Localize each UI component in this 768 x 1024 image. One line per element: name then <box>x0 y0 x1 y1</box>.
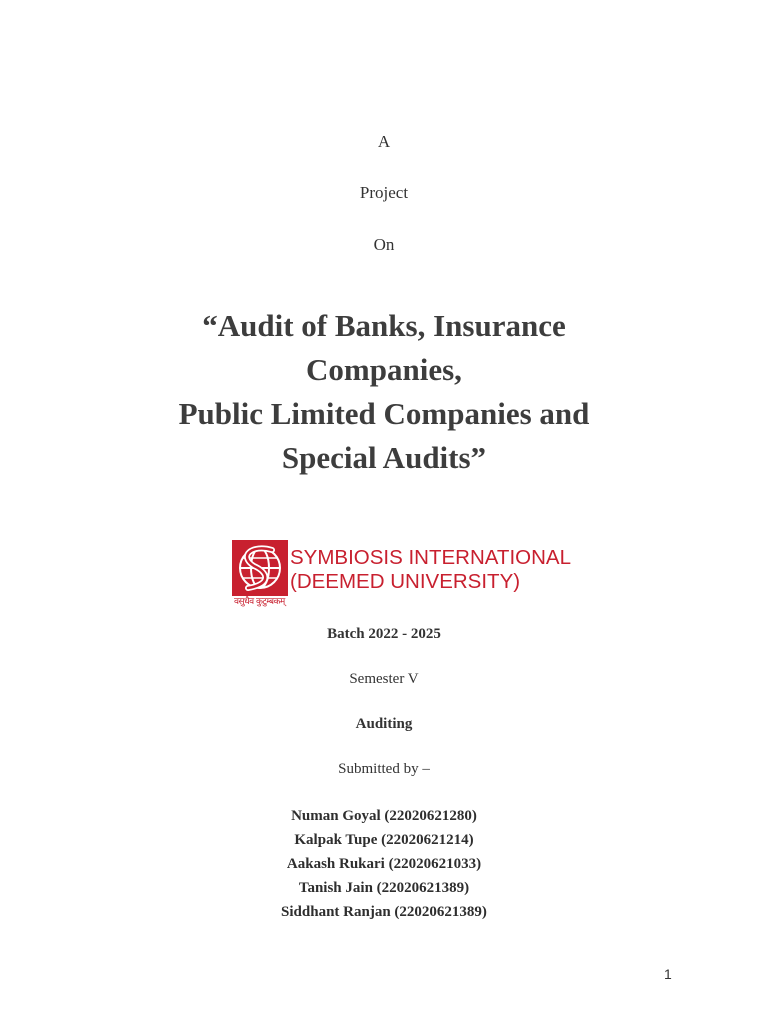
project-title <box>0 304 768 480</box>
university-tagline: वसुधैव कुटुम्बकम् <box>234 597 285 607</box>
title-line-3: Public Limited Companies and <box>178 396 590 431</box>
student-name: Numan Goyal (22020621280) <box>291 808 477 824</box>
submitted-by-label: Submitted by – <box>338 761 430 777</box>
intro-project: Project <box>359 183 409 202</box>
student-name: Kalpak Tupe (22020621214) <box>294 832 474 848</box>
university-name-line-1: SYMBIOSIS INTERNATIONAL <box>290 546 571 569</box>
student-name: Siddhant Ranjan (22020621389) <box>281 904 487 920</box>
student-name: Aakash Rukari (22020621033) <box>286 856 482 872</box>
title-line-1: “Audit of Banks, Insurance <box>202 308 566 343</box>
intro-a: A <box>377 132 391 151</box>
symbiosis-emblem-icon <box>232 540 288 596</box>
university-logo <box>232 540 571 610</box>
semester: Semester V <box>349 671 419 687</box>
university-name <box>290 546 571 594</box>
title-line-4: Special Audits” <box>281 440 487 475</box>
page-number: 1 <box>664 966 672 982</box>
student-name: Tanish Jain (22020621389) <box>298 880 470 896</box>
subject: Auditing <box>355 716 413 732</box>
title-line-2: Companies, <box>306 352 462 387</box>
intro-on: On <box>373 235 395 254</box>
university-name-line-2: (DEEMED UNIVERSITY) <box>290 570 521 593</box>
batch: Batch 2022 - 2025 <box>327 626 441 642</box>
student-list <box>0 804 768 924</box>
